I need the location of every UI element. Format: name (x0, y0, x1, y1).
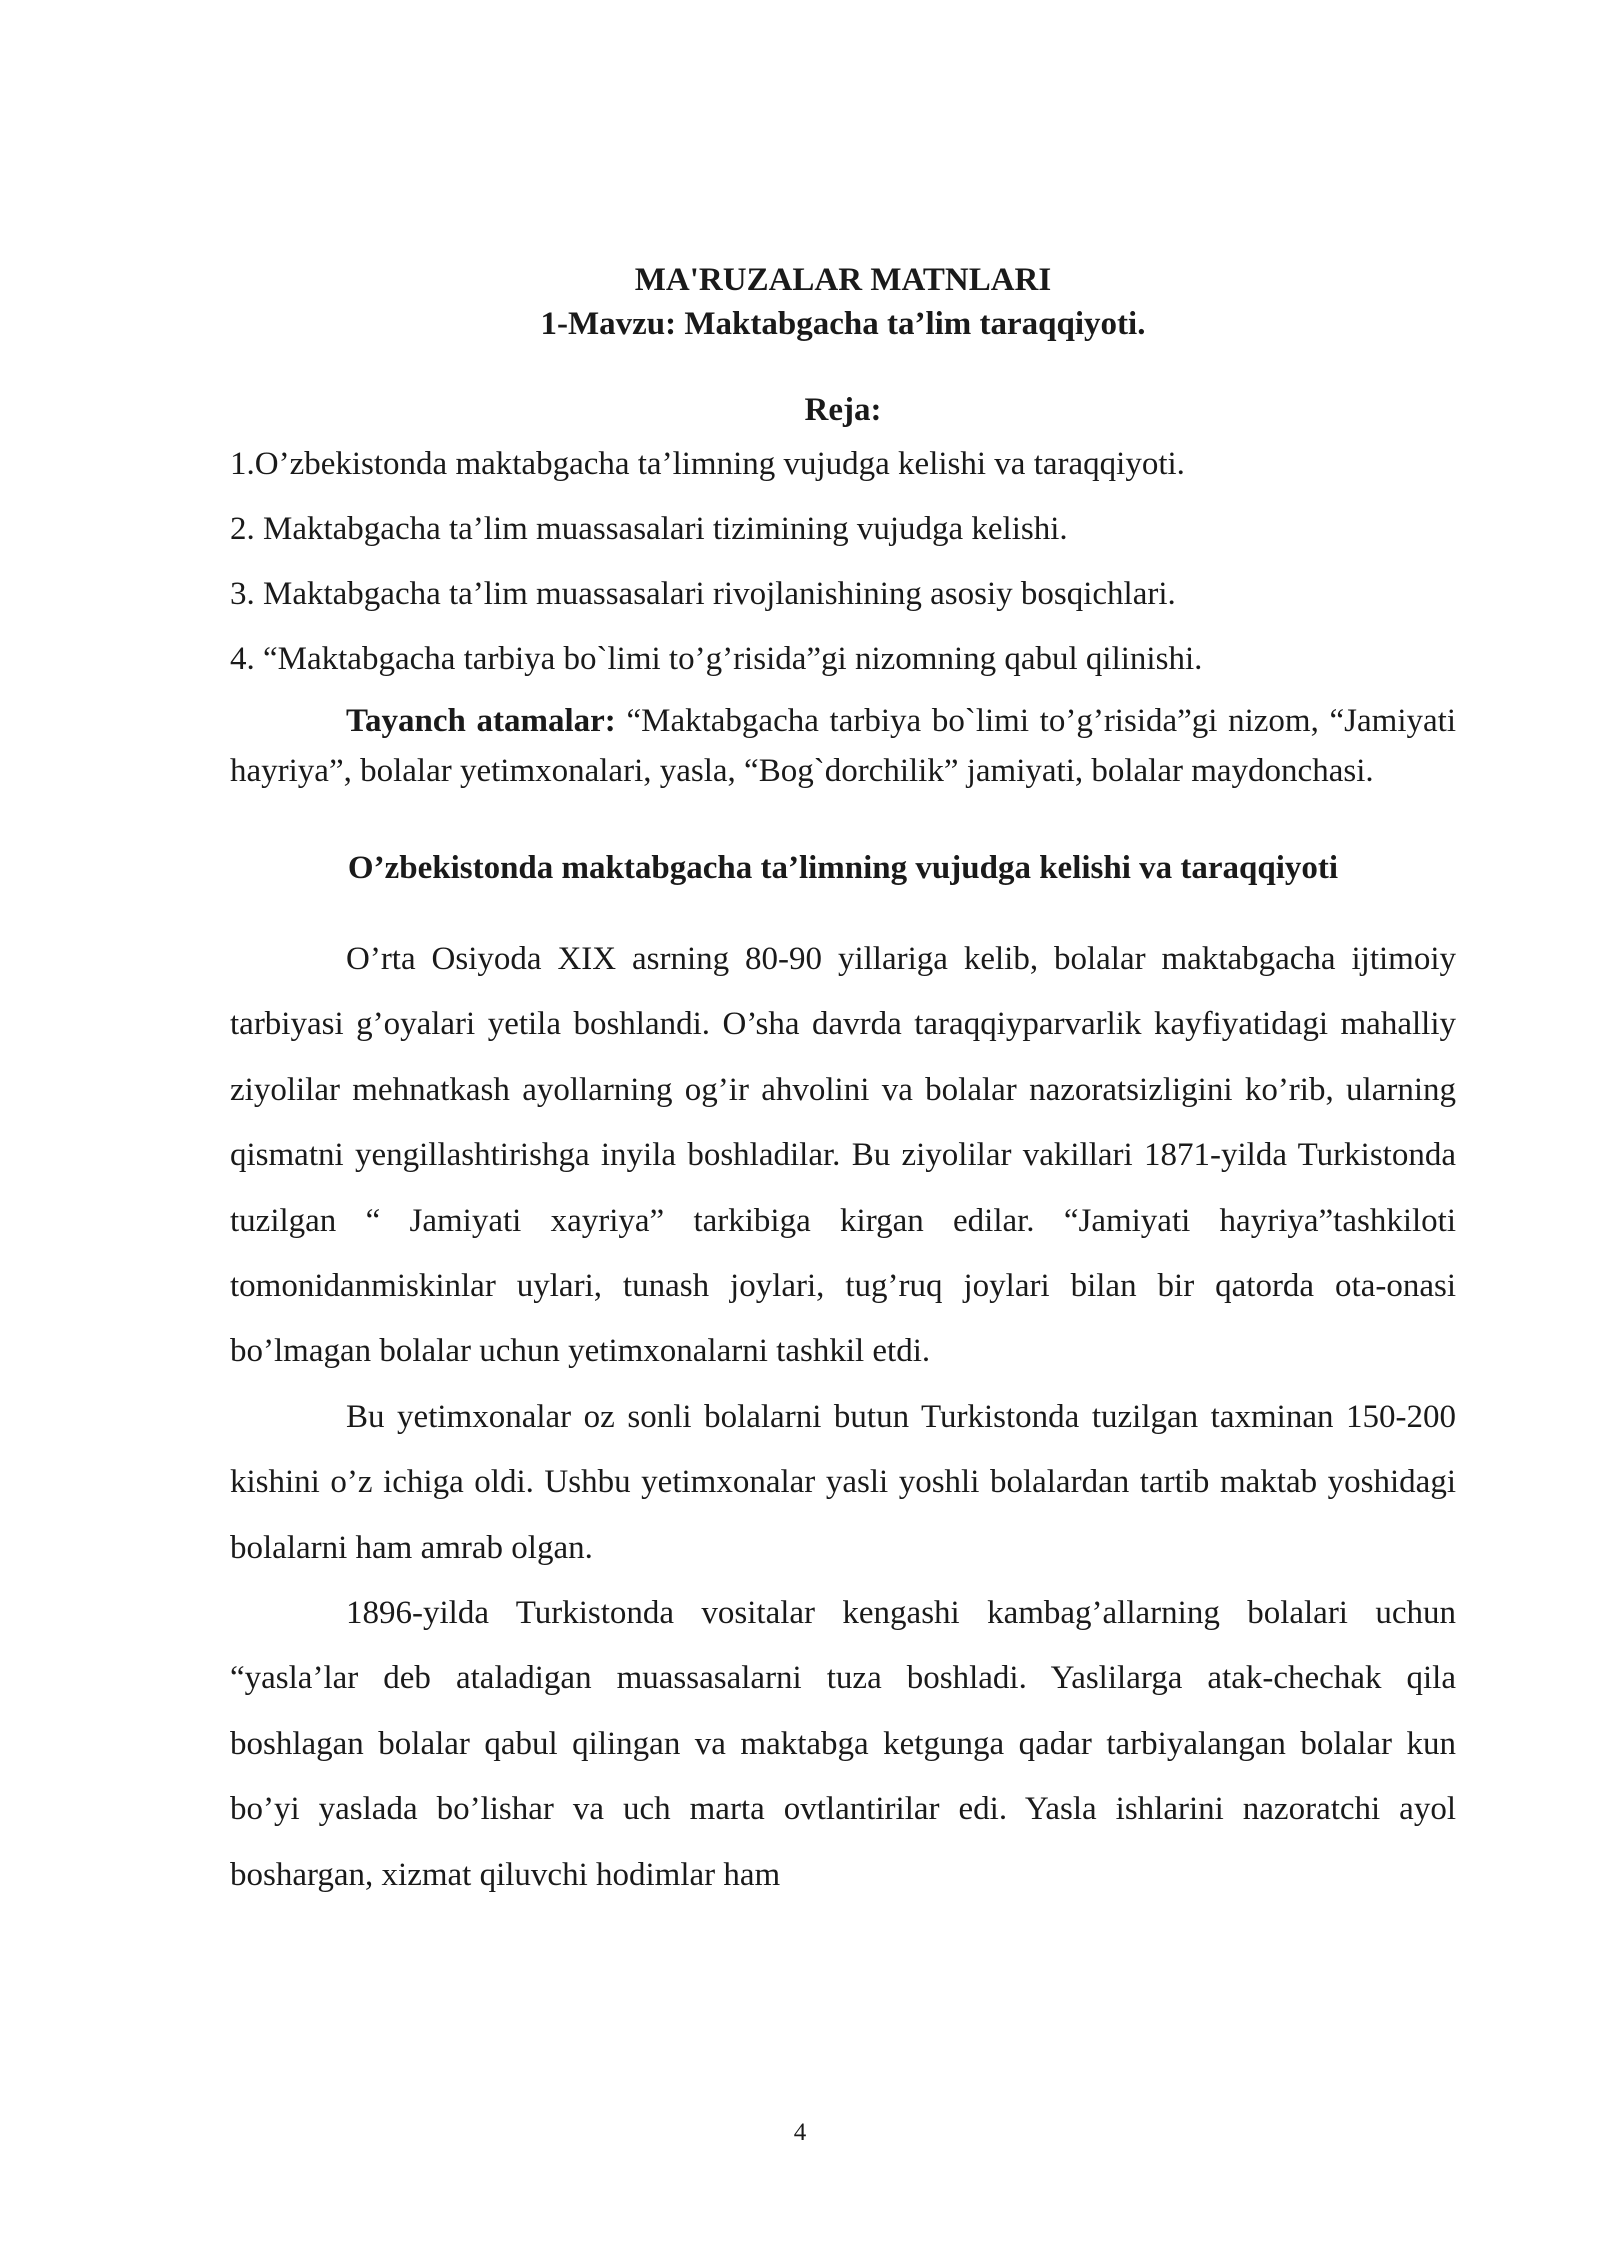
page-content (230, 258, 1456, 1908)
keywords-text: “Maktabgacha tarbiya bo`limi to’g’risida”gi nizom, “Jamiyati hayriya”, bolalar yetimxonalari, yasla, “Bog`dorchilik” jamiyati, bolalar maydonchasi. (230, 703, 1456, 789)
section-heading: O’zbekistonda maktabgacha ta’limning vujudga kelishi va taraqqiyoti (347, 850, 1339, 886)
page-number: 4 (793, 2119, 807, 2146)
plan-heading: Reja: (804, 392, 882, 428)
plan-list (230, 442, 1456, 681)
keywords-paragraph (230, 696, 1456, 796)
plan-item: 3. Maktabgacha ta’lim muassasalari rivojlanishining asosiy bosqichlari. (230, 576, 1176, 612)
document-title: MA'RUZALAR MATNLARI (634, 262, 1052, 298)
body-paragraph: O’rta Osiyoda XIX asrning 80-90 yillariga kelib, bolalar maktabgacha ijtimoiy tarbiyasi g’oyalari yetila boshlandi. O’sha davrda taraqqiyparvarlik kayfiyatidagi mahalliy ziyolilar mehnatkash ayollarning og’ir ahvolini va bolalar nazoratsizligini ko’rib, ularning qismatni yengillashtirishga inyila boshladilar. Bu ziyolilar vakillari 1871-yilda Turkistonda tuzilgan “ Jamiyati xayriya” tarkibiga kirgan edilar. “Jamiyati hayriya”tashkiloti tomonidanmiskinlar uylari, tunash joylari, tug’ruq joylari bilan bir qatorda ota-onasi bo’lmagan bolalar uchun yetimxonalarni tashkil etdi. (230, 941, 1456, 1370)
keywords-label: Tayanch atamalar: (346, 703, 616, 739)
plan-item: 1.O’zbekistonda maktabgacha ta’limning vujudga kelishi va taraqqiyoti. (230, 446, 1185, 482)
plan-item: 2. Maktabgacha ta’lim muassasalari tizimining vujudga kelishi. (230, 511, 1068, 547)
plan-item: 4. “Maktabgacha tarbiya bo`limi to’g’risida”gi nizomning qabul qilinishi. (230, 641, 1203, 677)
topic-title: 1-Mavzu: Maktabgacha ta’lim taraqqiyoti. (540, 306, 1146, 342)
body-paragraph: Bu yetimxonalar oz sonli bolalarni butun Turkistonda tuzilgan taxminan 150-200 kishini o’z ichiga oldi. Ushbu yetimxonalar yasli yoshli bolalardan tartib maktab yoshidagi bolalarni ham amrab olgan. (230, 1398, 1456, 1566)
body-paragraph: 1896-yilda Turkistonda vositalar kengashi kambag’allarning bolalari uchun “yasla’lar deb ataladigan muassasalarni tuza boshladi. Yaslilarga atak-chechak qila boshlagan bolalar qabul qilingan va maktabga ketgunga qadar tarbiyalangan bolalar kun bo’yi yaslada bo’lishar va uch marta ovtlantirilar edi. Yasla ishlarini nazoratchi ayol boshargan, xizmat qiluvchi hodimlar ham (230, 1595, 1456, 1893)
